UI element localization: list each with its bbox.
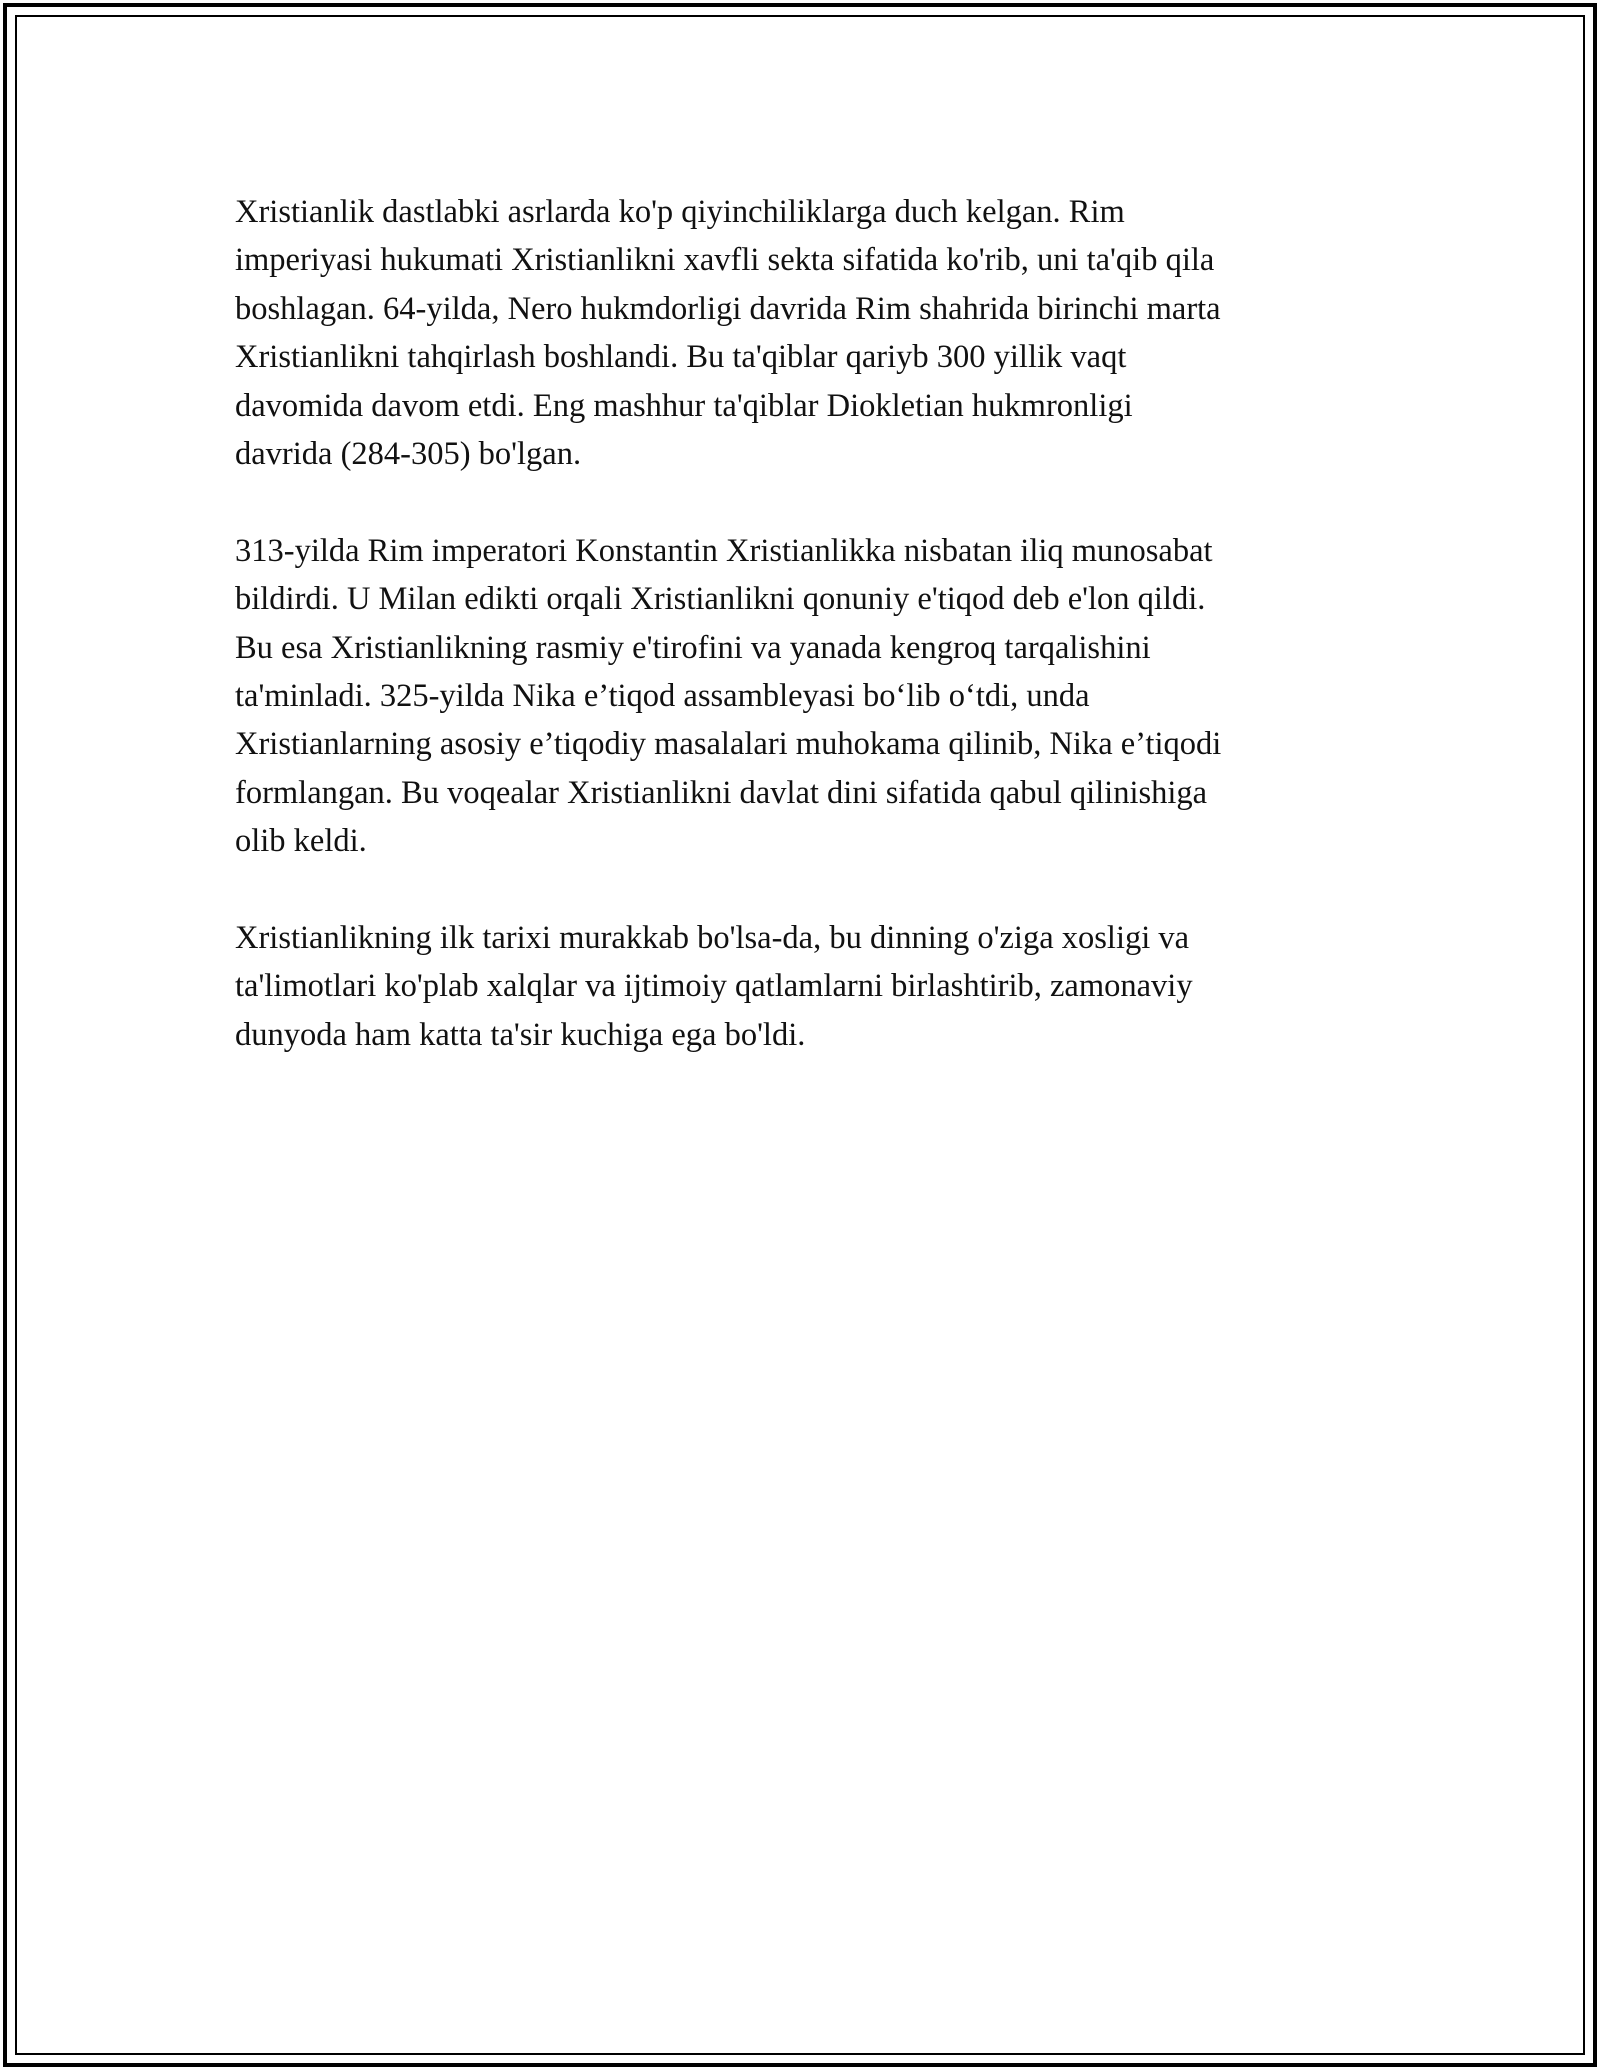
- paragraph-1: Xristianlik dastlabki asrlarda ko'p qiyinchiliklarga duch kelgan. Rim imperiyasi hukumati Xristianlikni xavfli sekta sifatida ko'rib, uni ta'qib qila boshlagan. 64-yilda, Nero hukmdorligi davrida Rim shahrida birinchi marta Xristianlikni tahqirlash boshlandi. Bu ta'qiblar qariyb 300 yillik vaqt davomida davom etdi. Eng mashhur ta'qiblar Diokletian hukmronligi davrida (284-305) bo'lgan.: [235, 194, 1221, 473]
- document-body: [235, 188, 1375, 1108]
- paragraph-2: 313-yilda Rim imperatori Konstantin Xristianlikka nisbatan iliq munosabat bildirdi. U Milan edikti orqali Xristianlikni qonuniy e'tiqod deb e'lon qildi. Bu esa Xristianlikning rasmiy e'tirofini va yanada kengroq tarqalishini ta'minladi. 325-yilda Nika e’tiqod assambleyasi bo‘lib o‘tdi, unda Xristianlarning asosiy e’tiqodiy masalalari muhokama qilinib, Nika e’tiqodi formlangan. Bu voqealar Xristianlikni davlat dini sifatida qabul qilinishiga olib keldi.: [235, 532, 1222, 860]
- paragraph-3: Xristianlikning ilk tarixi murakkab bo'lsa-da, bu dinning o'ziga xosligi va ta'limotlari ko'plab xalqlar va ijtimoiy qatlamlarni birlashtirib, zamonaviy dunyoda ham katta ta'sir kuchiga ega bo'ldi.: [235, 920, 1193, 1053]
